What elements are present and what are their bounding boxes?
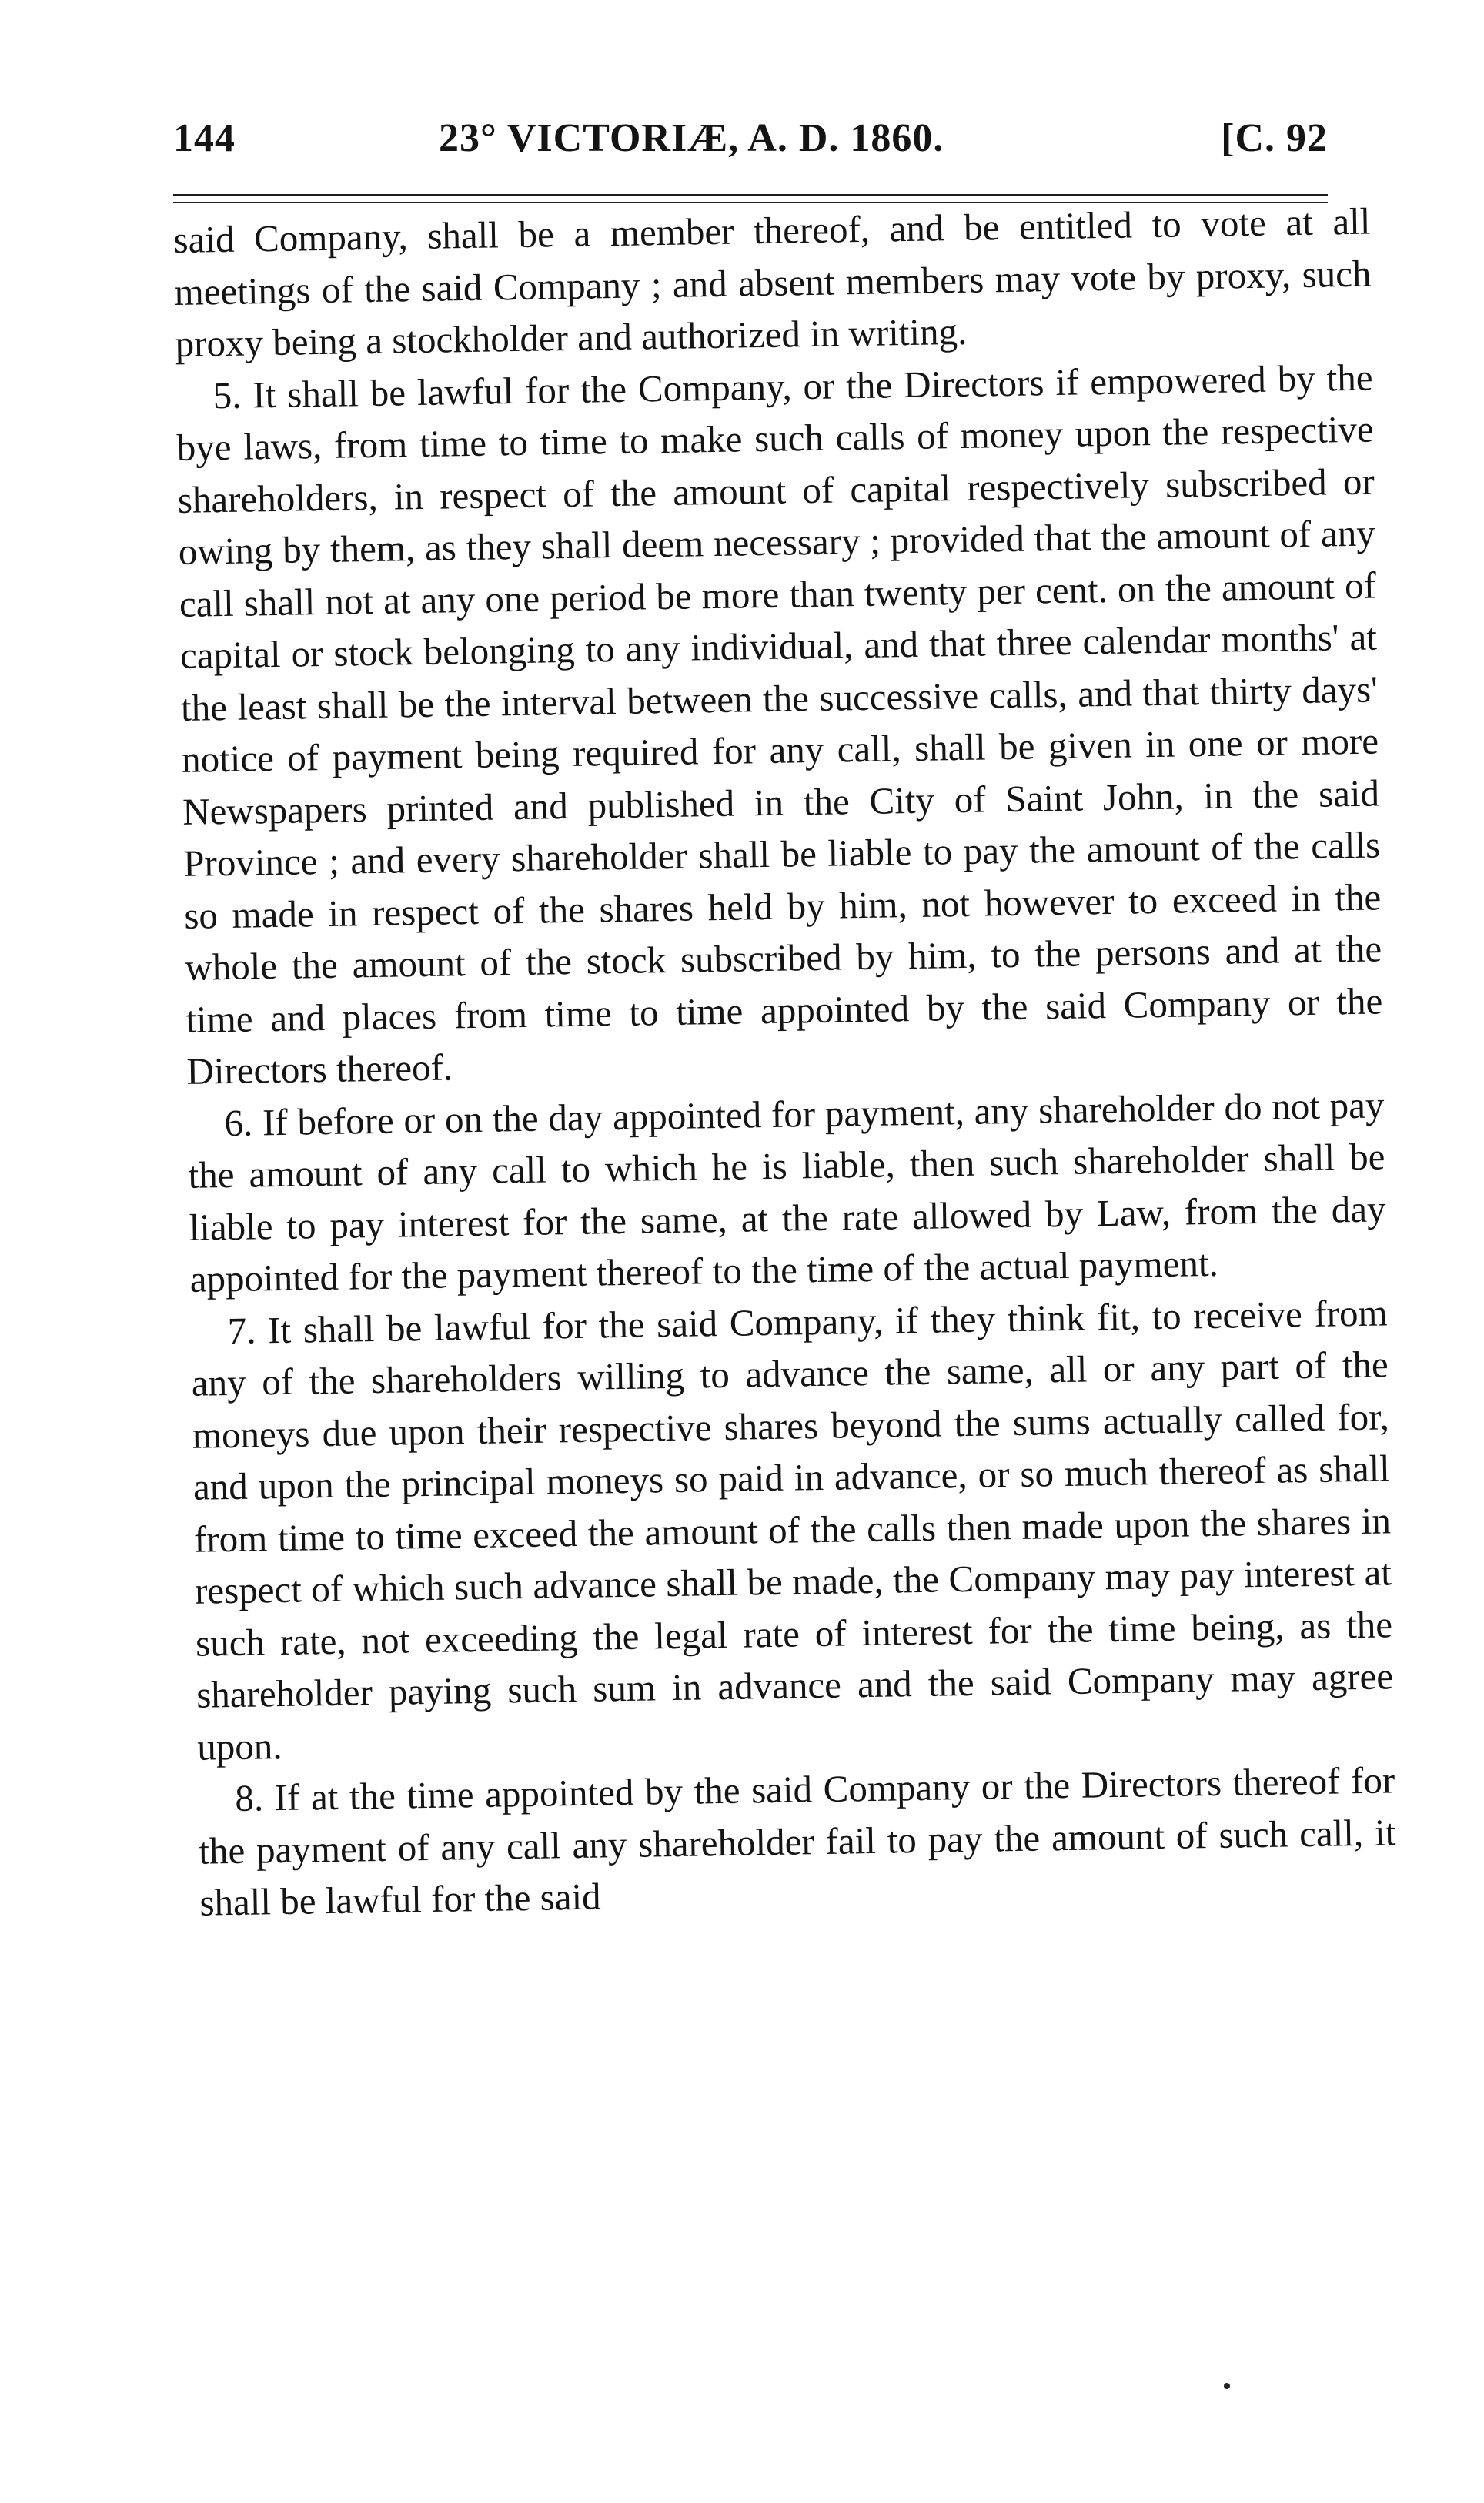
- body-text: [173, 196, 1397, 1929]
- section-8: 8. If at the time appointed by the said Company or the Directors thereof for the payment of any call any shareholder fail to pay the amount of such call, it shall be lawful for the said: [198, 1758, 1396, 1924]
- chapter-reference: [C. 92: [1221, 116, 1328, 160]
- page-number: 144: [173, 116, 236, 160]
- running-title: 23° VICTORIÆ, A. D. 1860.: [439, 116, 944, 160]
- section-7: 7. It shall be lawful for the said Company, if they think fit, to receive from any of the shareholders willing to advance the same, all or any part of the moneys due upon their respective shares beyond the sums actually called for, and upon the principal moneys so paid in advance, or so much thereof as shall from time to time exceed the amount of the calls then made upon the shares in respect of which such advance shall be made, the Company may pay interest at such rate, not exceeding the legal rate of interest for the time being, as the shareholder paying such sum in advance and the said Company may agree upon.: [191, 1290, 1394, 1768]
- header-rule-top: [173, 194, 1328, 196]
- page-header: [173, 115, 1328, 185]
- paragraph-continuation: said Company, shall be a member thereof, and be entitled to vote at all meetings of the said Company ; and absent members may vote by proxy, such proxy being a stockholder and authorized in writing.: [173, 199, 1372, 365]
- section-5: 5. It shall be lawful for the Company, or the Directors if empowered by the bye laws, from time to time to make such calls of money upon the respective shareholders, in respect of the amount of capital respectively subscribed or owing by them, as they shall deem necessary ; provided that the amount of any call shall not at any one period be more than twenty per cent. on the amount of capital or stock belonging to any individual, and that three calendar months' at the least shall be the interval between the successive calls, and that thirty days' notice of payment being required for any call, shall be given in one or more Newspapers printed and published in the City of Saint John, in the said Province ; and every shareholder shall be liable to pay the amount of the calls so made in respect of the shares held by him, not however to exceed in the whole the amount of the stock subscribed by him, to the persons and at the time and places from time to time appointed by the said Company or the Directors thereof.: [176, 356, 1383, 1093]
- ink-speck: [1224, 2383, 1230, 2389]
- section-6: 6. If before or on the day appointed for payment, any shareholder do not pay the amount of any call to which he is liable, then such shareholder shall be liable to pay interest for the same, at the rate allowed by Law, from the day appointed for the payment thereof to the time of the actual payment.: [188, 1083, 1386, 1300]
